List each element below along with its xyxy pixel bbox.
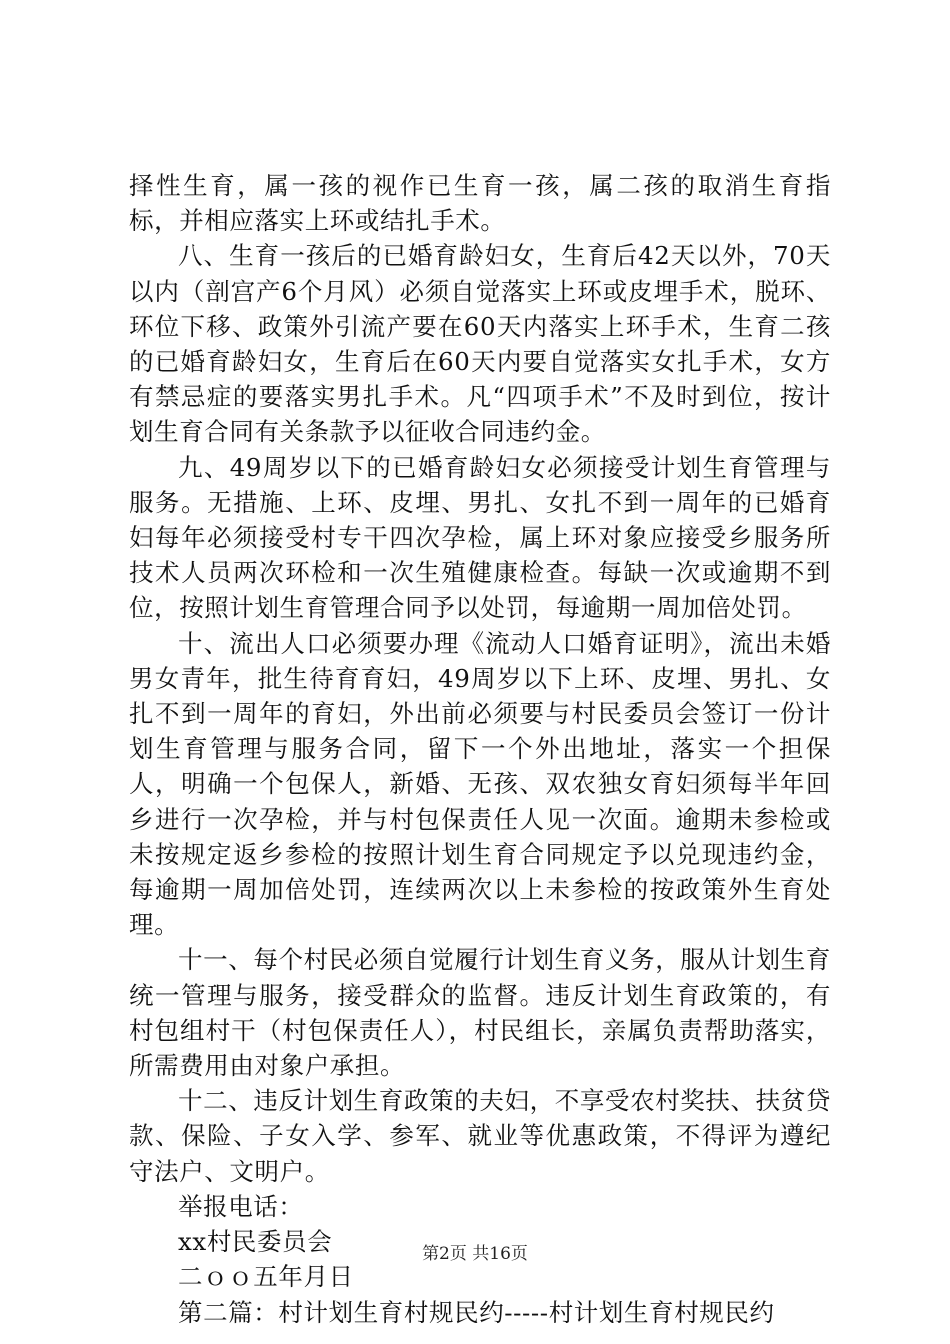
- paragraph-article-10: 十、流出人口必须要办理《流动人口婚育证明》，流出未婚男女青年，批生待育育妇，49周岁以下上环、皮埋、男扎、女扎不到一周年的育妇，外出前必须要与村民委员会签订一份计划生育管理与服务合同，留下一个外出地址，落实一个担保人，明确一个包保人，新婚、无孩、双农独女育妇须每半年回乡进行一次孕检，并与村包保责任人见一次面。逾期未参检或未按规定返乡参检的按照计划生育合同规定予以兑现违约金，每逾期一周加倍处罚，连续两次以上未参检的按政策外生育处理。: [129, 628, 831, 940]
- document-body: [129, 168, 831, 1330]
- paragraph-article-12: 十二、违反计划生育政策的夫妇，不享受农村奖扶、扶贫贷款、保险、子女入学、参军、就业等优惠政策，不得评为遵纪守法户、文明户。: [129, 1086, 831, 1186]
- report-phone-label: 举报电话：: [178, 1191, 304, 1221]
- paragraph-article-8: 八、生育一孩后的已婚育龄妇女，生育后42天以外，70天以内（剖宫产6个月风）必须自觉落实上环或皮埋手术，脱环、环位下移、政策外引流产要在60天内落实上环手术，生育二孩的已婚育龄妇女，生育后在60天内要自觉落实女扎手术，女方有禁忌症的要落实男扎手术。凡“四项手术”不及时到位，按计划生育合同有关条款予以征收合同违约金。: [129, 241, 831, 447]
- paragraph-article-9: 九、49周岁以下的已婚育龄妇女必须接受计划生育管理与服务。无措施、上环、皮埋、男扎、女扎不到一周年的已婚育妇每年必须接受村专干四次孕检，属上环对象应接受乡服务所技术人员两次环检和一次生殖健康检查。每缺一次或逾期不到位，按照计划生育管理合同予以处罚，每逾期一周加倍处罚。: [129, 452, 831, 623]
- document-date: 二ｏｏ五年月日: [178, 1262, 354, 1292]
- paragraph-continuation: 择性生育，属一孩的视作已生育一孩，属二孩的取消生育指标，并相应落实上环或结扎手术。: [129, 171, 831, 236]
- paragraph-article-11: 十一、每个村民必须自觉履行计划生育义务，服从计划生育统一管理与服务，接受群众的监督。违反计划生育政策的，有村包组村干（村包保责任人），村民组长，亲属负责帮助落实，所需费用由对象户承担。: [129, 945, 831, 1081]
- next-section-title: 第二篇：村计划生育村规民约-----村计划生育村规民约: [178, 1297, 775, 1327]
- committee-signature: xx村民委员会: [178, 1227, 333, 1257]
- page-number-footer: 第2页 共16页: [422, 1244, 528, 1264]
